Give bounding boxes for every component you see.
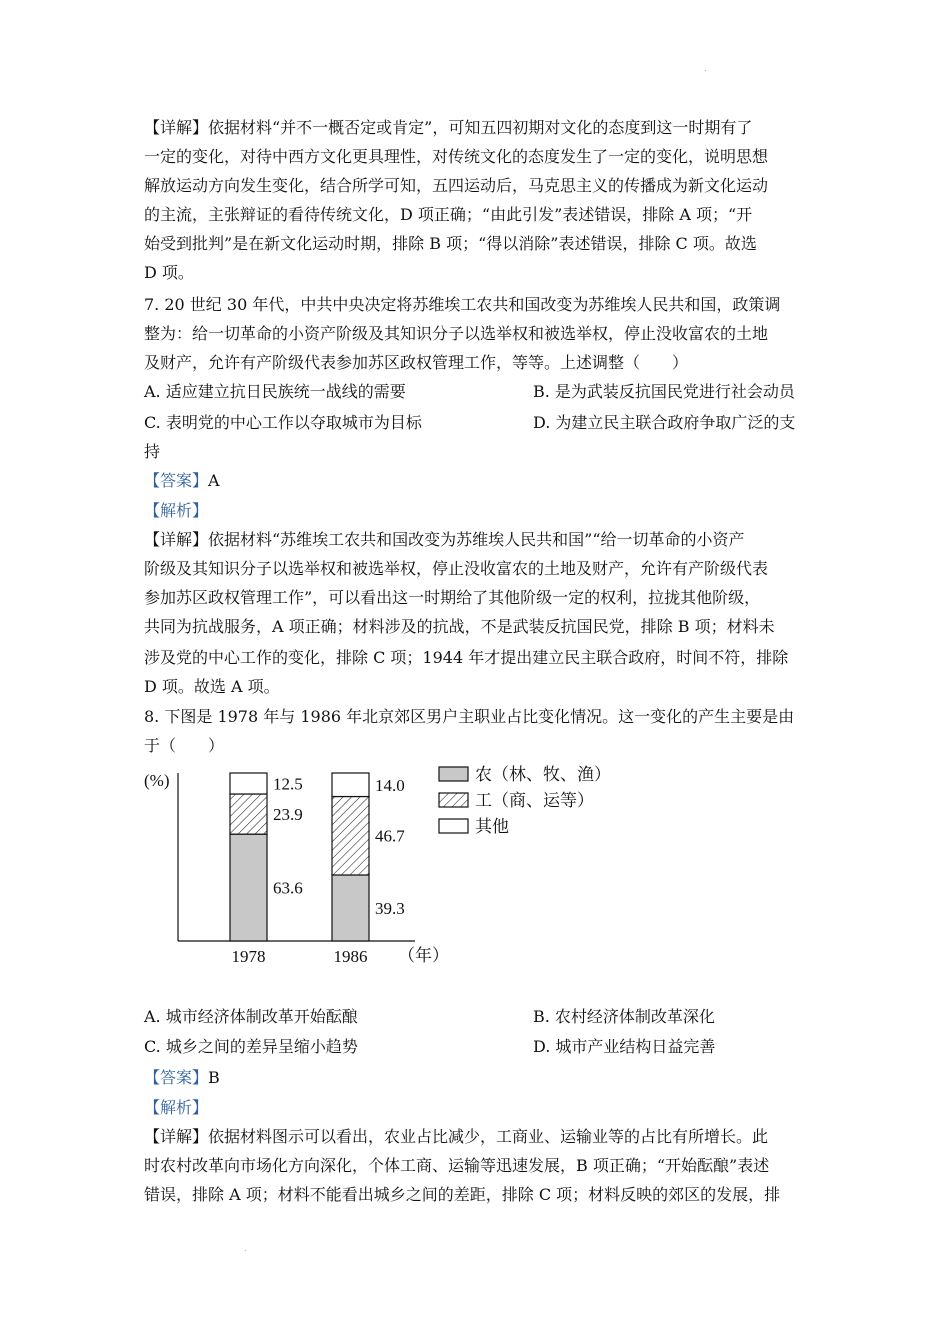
x-axis-label: （年） <box>398 946 449 965</box>
bar-segment <box>332 773 369 797</box>
q7-answer <box>144 471 220 491</box>
q7-stem-line: 7. 20 世纪 30 年代，中共中央决定将苏维埃工农共和国改变为苏维埃人民共和国，政策调 <box>144 295 781 314</box>
q7-option-c: C. 表明党的中心工作以夺取城市为目标 <box>144 413 422 432</box>
data-label: 39.3 <box>375 898 405 918</box>
data-label: 23.9 <box>273 805 303 825</box>
q7-option-a: A. 适应建立抗日民族统一战线的需要 <box>144 382 406 401</box>
legend-label: 工（商、运等） <box>475 791 594 810</box>
q8-detail-line: 时农村改革向市场化方向深化，个体工商、运输等迅速发展，B 项正确；“开始酝酿”表述 <box>144 1156 770 1175</box>
bar-segment <box>230 794 267 834</box>
q8-stem-line: 于（ ） <box>144 736 225 755</box>
bar-segment <box>230 834 267 941</box>
q8-option-d: D. 城市产业结构日益完善 <box>533 1037 716 1056</box>
answer-value: B <box>208 1068 220 1087</box>
data-label: 46.7 <box>375 826 405 846</box>
legend-swatch <box>439 793 468 807</box>
occupation-stacked-bar-chart <box>140 762 620 977</box>
q7-analysis-label: 【解析】 <box>144 501 209 520</box>
bar-segment <box>332 875 369 941</box>
footer-mark: . <box>244 1244 247 1253</box>
data-label: 12.5 <box>273 774 303 794</box>
q7-detail-line: 共同为抗战服务，A 项正确；材料涉及的抗战，不是武装反抗国民党，排除 B 项；材料未 <box>144 617 775 636</box>
header-mark: . <box>704 64 707 73</box>
x-tick-label: 1986 <box>333 947 368 966</box>
x-tick-label: 1978 <box>231 947 266 966</box>
q8-stem-line: 8. 下图是 1978 年与 1986 年北京郊区男户主职业占比变化情况。这一变化的产生主要是由 <box>144 707 795 726</box>
q6-detail-line: 解放运动方向发生变化，结合所学可知，五四运动后，马克思主义的传播成为新文化运动 <box>144 176 769 195</box>
q8-option-c: C. 城乡之间的差异呈缩小趋势 <box>144 1037 358 1056</box>
q6-detail-line: 始受到批判”是在新文化运动时期，排除 B 项；“得以消除”表述错误，排除 C 项。故选 <box>144 234 757 253</box>
q8-option-a: A. 城市经济体制改革开始酝酿 <box>144 1007 358 1026</box>
q7-stem-line: 及财产，允许有产阶级代表参加苏区政权管理工作，等等。上述调整（ ） <box>144 353 689 372</box>
q6-detail-line: 【详解】依据材料“并不一概否定或肯定”，可知五四初期对文化的态度到这一时期有了 <box>144 118 753 137</box>
q7-option-d-continued: 持 <box>144 442 161 461</box>
bar-segment <box>332 797 369 875</box>
q8-detail-line: 【详解】依据材料图示可以看出，农业占比减少，工商业、运输业等的占比有所增长。此 <box>144 1127 769 1146</box>
answer-label: 【答案】 <box>144 1068 209 1087</box>
q7-option-d: D. 为建立民主联合政府争取广泛的支 <box>533 413 796 432</box>
q6-detail-line: D 项。 <box>144 263 194 282</box>
q7-detail-line: 参加苏区政权管理工作”，可以看出这一时期给了其他阶级一定的权利，拉拢其他阶级， <box>144 588 761 607</box>
q7-stem-line: 整为：给一切革命的小资产阶级及其知识分子以选举权和被选举权，停止没收富农的土地 <box>144 324 769 343</box>
q8-answer <box>144 1068 220 1088</box>
q6-detail-line: 的主流，主张辩证的看待传统文化，D 项正确；“由此引发”表述错误，排除 A 项；“开 <box>144 205 753 224</box>
q6-detail-line: 一定的变化，对待中西方文化更具理性，对传统文化的态度发生了一定的变化，说明思想 <box>144 147 769 166</box>
answer-label: 【答案】 <box>144 471 209 490</box>
q8-detail-line: 错误，排除 A 项；材料不能看出城乡之间的差距，排除 C 项；材料反映的郊区的发展，排 <box>144 1185 781 1204</box>
answer-value: A <box>208 471 220 490</box>
q7-option-b: B. 是为武装反抗国民党进行社会动员 <box>533 382 795 401</box>
bar-segment <box>230 773 267 794</box>
legend-swatch <box>439 767 468 781</box>
q7-detail-line: 【详解】依据材料“苏维埃工农共和国改变为苏维埃人民共和国”“给一切革命的小资产 <box>144 530 745 549</box>
data-label: 63.6 <box>273 878 303 898</box>
legend-swatch <box>439 819 468 833</box>
q8-analysis-label: 【解析】 <box>144 1098 209 1117</box>
q7-detail-line: 阶级及其知识分子以选举权和被选举权，停止没收富农的土地及财产，允许有产阶级代表 <box>144 559 769 578</box>
q8-option-b: B. 农村经济体制改革深化 <box>533 1007 715 1026</box>
q7-detail-line: D 项。故选 A 项。 <box>144 677 280 696</box>
data-label: 14.0 <box>375 775 405 795</box>
legend-label: 农（林、牧、渔） <box>475 765 611 784</box>
legend-label: 其他 <box>475 817 509 836</box>
y-axis-label: (%) <box>144 771 170 790</box>
q7-detail-line: 涉及党的中心工作的变化，排除 C 项；1944 年才提出建立民主联合政府，时间不符，排除 <box>144 648 789 667</box>
